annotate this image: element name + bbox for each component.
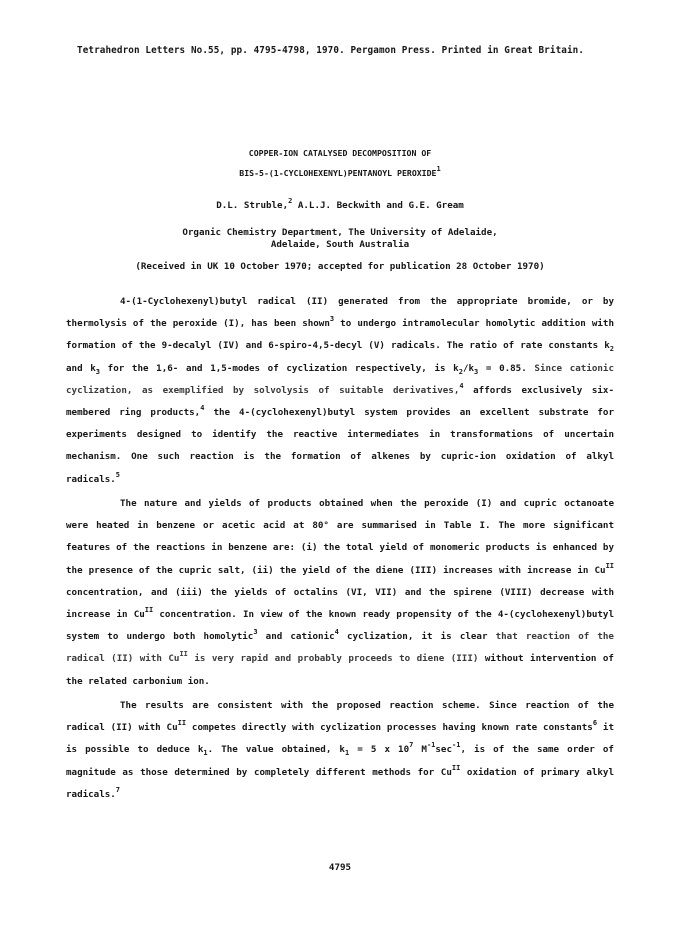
author-list: D.L. Struble,$^2$ A.L.J. Beckwith and G.E. Gream — [216, 197, 464, 211]
received-dates: (Received in UK 10 October 1970; accepted for publication 28 October 1970) — [135, 261, 545, 272]
article-title-line-1: COPPER-ION CATALYSED DECOMPOSITION OF — [248, 148, 432, 158]
affiliation-line-2: Adelaide, South Australia — [270, 239, 410, 250]
journal-header: Tetrahedron Letters No.55, pp. 4795-4798, 1970. Pergamon Press. Printed in Great Britain. — [77, 45, 585, 56]
paragraph-1: 4-(1-Cyclohexenyl)butyl radical (II) generated from the appropriate bromide, or by thermolysis of the peroxide (I), has been shown$^3$ to undergo intramolecular homolytic addition with formation of the 9-decalyl (IV) and 6-spiro-4,5-decyl (V) radicals. The ratio of rate constants $k_2$ and $k_3$ for the 1,6- and 1,5-modes of cyclization respectively, is $k_2/k_3 = 0.85$. Since cationic cyclization, as exemplified by solvolysis of suitable derivatives,$^4$ affords exclusively six-membered ring products,$^4$ the 4-(cyclohexenyl)butyl system provides an excellent substrate for experiments designed to identify the reactive intermediates in transformations of uncertain mechanism. One such reaction is the formation of alkenes by cupric-ion oxidation of alkyl radicals.$^5$ — [66, 296, 614, 485]
affiliation-line-1: Organic Chemistry Department, The University of Adelaide, — [182, 227, 498, 238]
paragraph-2: The nature and yields of products obtained when the peroxide (I) and cupric octanoate were heated in benzene or acetic acid at 80° are summarised in Table I. The more significant features of the reactions in benzene are: (i) the total yield of monomeric products is enhanced by the presence of the cupric salt, (ii) the yield of the diene (III) increases with increase in $Cu^{II}$ concentration, and (iii) the yields of octalins (VI, VII) and the spirene (VIII) decrease with increase in $Cu^{II}$ concentration. In view of the known ready propensity of the 4-(cyclohexenyl)butyl system to undergo both homolytic$^3$ and cationic$^4$ cyclization, it is clear that reaction of the radical (II) with $Cu^{II}$ is very rapid and probably proceeds to diene (III) without intervention of the related carbonium ion. — [66, 498, 614, 687]
page-number: 4795 — [328, 862, 352, 873]
paragraph-3: The results are consistent with the proposed reaction scheme. Since reaction of the radical (II) with $Cu^{II}$ competes directly with cyclization processes having known rate constants$^6$ it is possible to deduce $k_1$. The value obtained, $k_1 = 5$ x $10^7$ $M^{-1}\sec^{-1}$, is of the same order of magnitude as those determined by completely different methods for $Cu^{II}$ oxidation of primary alkyl radicals.$^7$ — [66, 700, 614, 800]
title-footnote-ref: 1 — [436, 165, 441, 173]
author-footnote-ref: 2 — [288, 197, 293, 205]
article-title-line-2: BIS-5-(1-CYCLOHEXENYL)PENTANOYL PEROXIDE$^1$ — [239, 165, 441, 178]
